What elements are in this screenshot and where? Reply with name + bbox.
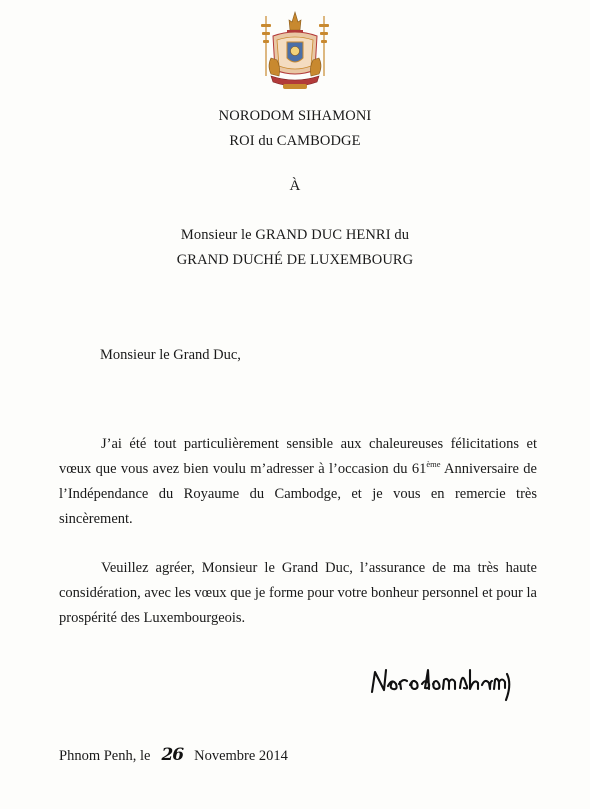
body-paragraph-2: Veuillez agréer, Monsieur le Grand Duc, l’assurance de ma très haute considération, avec les vœux que je forme pour votre bonheur personnel et pour la prospérité des Luxembourgeois. [59, 560, 537, 626]
signature-icon [366, 658, 514, 704]
sender-name: NORODOM SIHAMONI [218, 108, 372, 124]
paragraph-1-text-b: Anniversaire de l’Indépendance du Royaume du Cambodge, et je vous en remercie très sincèrement. [59, 461, 537, 527]
place-label: Phnom Penh, le [59, 748, 151, 764]
salutation: Monsieur le Grand Duc, [100, 347, 241, 363]
date-line [59, 745, 288, 765]
royal-crest-icon [257, 10, 333, 92]
recipient-line-1: Monsieur le GRAND DUC HENRI du [180, 227, 410, 243]
ordinal-suffix: ème [426, 459, 441, 469]
addressee-marker: À [289, 178, 301, 194]
month-year: Novembre 2014 [194, 748, 288, 764]
body-paragraph-1 [59, 432, 537, 532]
sender-title: ROI du CAMBODGE [229, 133, 361, 149]
recipient-line-2: GRAND DUCHÉ DE LUXEMBOURG [176, 252, 414, 268]
paragraph-1-text-a: J’ai été tout particulièrement sensible aux chaleureuses félicitations et vœux que vous avez bien voulu m’adresser à l’occasion du 61 [59, 436, 537, 477]
handwritten-day: 26 [161, 745, 184, 765]
